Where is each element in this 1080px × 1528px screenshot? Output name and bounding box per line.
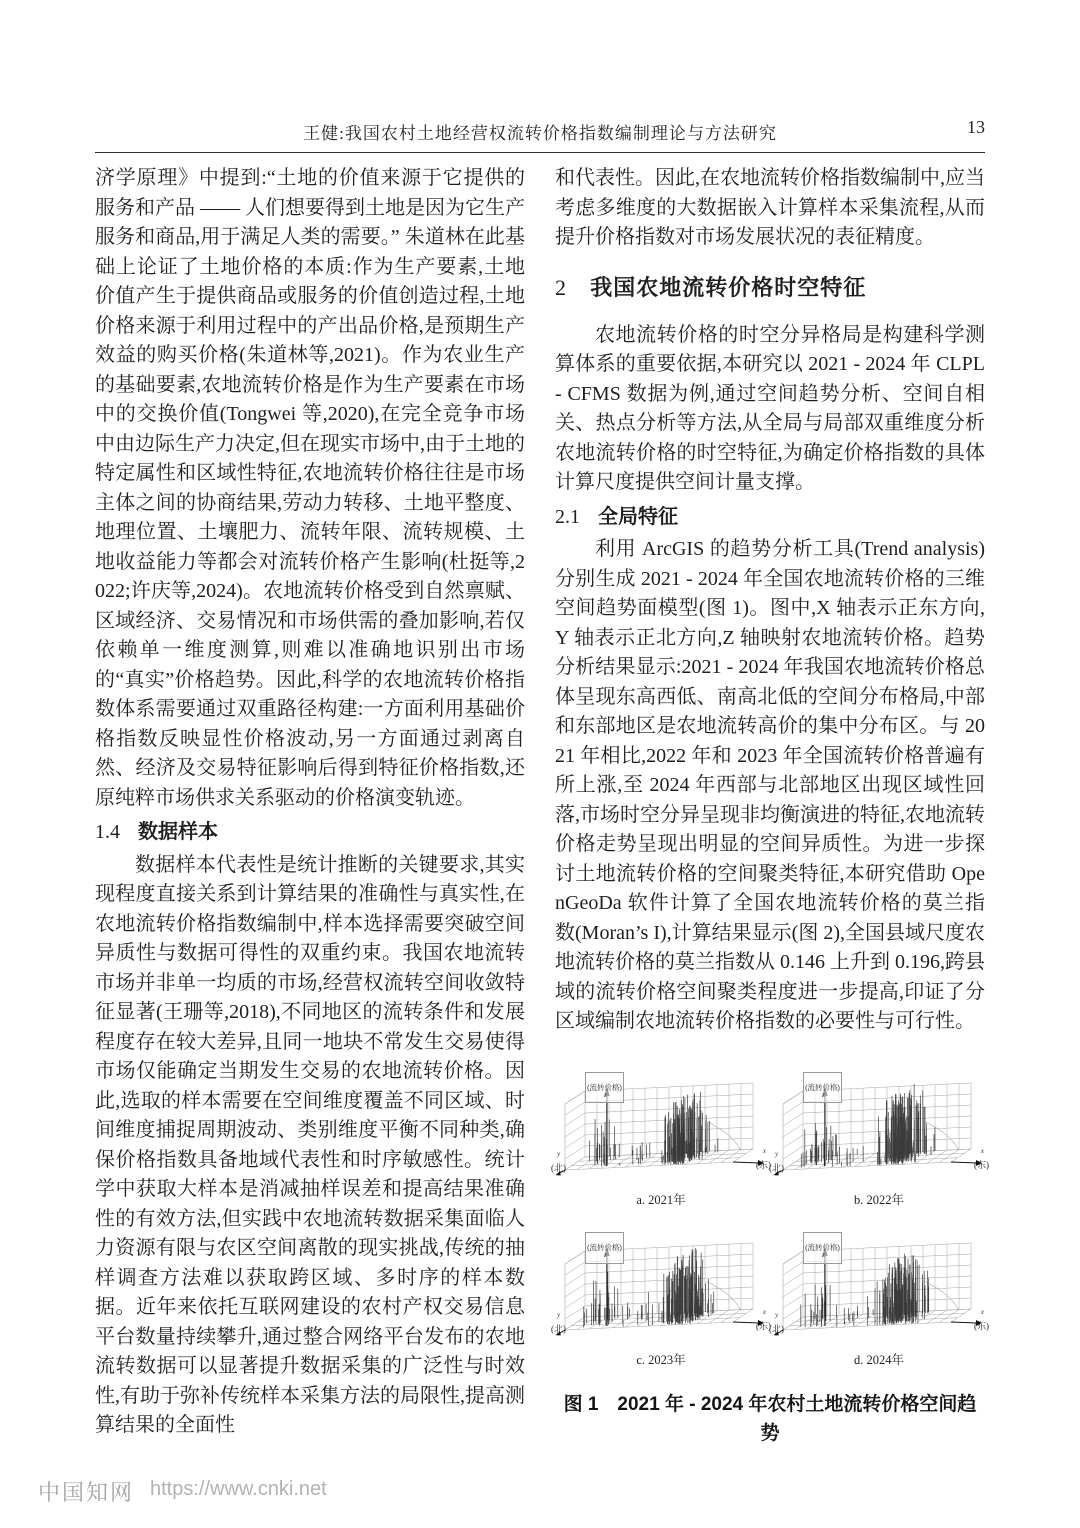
chart-caption: c. 2023年 <box>636 1353 686 1367</box>
y-axis-letter: y <box>557 1150 561 1158</box>
page-number: 13 <box>967 117 985 137</box>
x-axis-label: (东) <box>756 1160 771 1170</box>
trend-chart-2022 <box>769 1071 989 1216</box>
trend-chart-2021 <box>551 1071 771 1216</box>
cnki-watermark-url: https://www.cnki.net <box>150 1478 327 1500</box>
heading-text: 我国农地流转价格时空特征 <box>590 274 867 300</box>
header-rule <box>95 152 985 153</box>
y-axis-label: (北) <box>769 1163 784 1173</box>
left-column <box>95 164 525 1449</box>
x-axis-label: (东) <box>756 1320 771 1331</box>
y-axis-label: (北) <box>551 1163 566 1173</box>
body-paragraph: 数据样本代表性是统计推断的关键要求,其实现程度直接关系到计算结果的准确性与真实性,在农地流转价格指数编制中,样本选择需要突破空间异质性与数据可得性的双重约束。我国农地流转市场并非单一均质的市场,经营权流转空间收敛特征显著(王珊等,2018),不同地区的流转条件和发展程度存在较大差异,且同一地块不常发生交易使得市场仅能确定当期发生交易的农地流转价格。因此,选取的样本需要在空间维度覆盖不同区域、时间维度捕捉周期波动、类别维度平衡不同种类,确保价格指数具备地域代表性和时序敏感性。统计学中获取大样本是消减抽样误差和提高结果准确性的有效方法,但实践中农地流转数据采集面临人力资源有限与农区空间离散的现实挑战,传统的抽样调查方法难以获取跨区域、多时序的样本数据。近年来依托互联网建设的农村产权交易信息平台数量持续攀升,通过整合网络平台发布的农地流转数据可以显著提升数据采集的广泛性与时效性,有助于弥补传统样本采集方法的局限性,提高测算结果的全面性 <box>95 853 525 1436</box>
two-column-body <box>95 164 989 1449</box>
cnki-watermark-text: 中国知网 <box>38 1480 135 1505</box>
body-paragraph: 和代表性。因此,在农地流转价格指数编制中,应当考虑多维度的大数据嵌入计算样本采集流程,从而提升价格指数对市场发展状况的表征精度。 <box>555 167 985 248</box>
x-axis-letter: x <box>980 1307 984 1316</box>
chart-caption: a. 2021年 <box>636 1192 686 1207</box>
y-axis-label: (北) <box>551 1323 566 1334</box>
x-axis-label: (东) <box>974 1320 989 1331</box>
x-axis-label: (东) <box>974 1160 989 1170</box>
heading-text: 数据样本 <box>138 821 218 843</box>
z-axis-label: (流转价格) <box>803 1232 842 1264</box>
heading-2-1 <box>555 503 985 533</box>
z-axis-letter: z <box>822 1251 825 1259</box>
body-paragraph: 利用 ArcGIS 的趋势分析工具(Trend analysis)分别生成 2021 - 2024 年全国农地流转价格的三维空间趋势面模型(图 1)。图中,X 轴表示正东方向,Y 轴表示正北方向,Z 轴映射农地流转价格。趋势分析结果显示:2021 - 2024 年我国农地流转价格总体呈现东高西低、南高北低的空间分布格局,中部和东部地区是农地流转高价的集中分布区。与 2021 年相比,2022 年和 2023 年全国流转价格普遍有所上涨,至 2024 年西部与北部地区出现区域性回落,市场时空分异呈现非均衡演进的特征,农地流转价格走势呈现出明显的空间异质性。为进一步探讨土地流转价格的空间聚类特征,本研究借助 OpenGeoDa 软件计算了全国农地流转价格的莫兰指数(Moran’s I),计算结果显示(图 2),全国县域尺度农地流转价格的莫兰指数从 0.146 上升到 0.196,跨县域的流转价格空间聚类程度进一步提高,印证了分区域编制农地流转价格指数的必要性与可行性。 <box>555 538 985 1032</box>
figure-1 <box>551 1071 989 1449</box>
right-column <box>551 164 989 1449</box>
chart-caption: d. 2024年 <box>853 1353 904 1367</box>
figure-chart-grid <box>551 1071 989 1376</box>
z-axis-label: (流转价格) <box>585 1072 624 1104</box>
heading-number: 2.1 <box>555 505 580 528</box>
trend-plot <box>551 1231 771 1343</box>
y-axis-letter: y <box>557 1310 561 1319</box>
z-axis-label: (流转价格) <box>585 1232 624 1264</box>
z-axis-letter: z <box>822 1090 825 1099</box>
heading-text: 全局特征 <box>598 505 678 528</box>
chart-caption: b. 2022年 <box>853 1192 904 1207</box>
z-axis-letter: z <box>604 1090 607 1099</box>
trend-plot <box>769 1231 989 1343</box>
trend-chart-2023 <box>551 1231 771 1376</box>
heading-number: 1.4 <box>95 821 120 843</box>
body-paragraph: 济学原理》中提到:“土地的价值来源于它提供的服务和产品 —— 人们想要得到土地是因为它生产服务和商品,用于满足人类的需要。” 朱道林在此基础上论证了土地价格的本质:作为生产要素,土地价值产生于提供商品或服务的价值创造过程,土地价格来源于利用过程中的产出品价格,是预期生产效益的购买价格(朱道林等,2021)。作为农业生产的基础要素,农地流转价格是作为生产要素在市场中的交换价值(Tongwei 等,2020),在完全竞争市场中由边际生产力决定,但在现实市场中,由于土地的特定属性和区域性特征,农地流转价格往往是市场主体之间的协商结果,劳动力转移、土地平整度、地理位置、土壤肥力、流转年限、流转规模、土地收益能力等都会对流转价格产生影响(杜挺等,2022;许庆等,2024)。农地流转价格受到自然禀赋、区域经济、交易情况和市场供需的叠加影响,若仅依赖单一维度测算,则难以准确地识别出市场的“真实”价格趋势。因此,科学的农地流转价格指数体系需要通过双重路径构建:一方面利用基础价格指数反映显性价格波动,另一方面通过剥离自然、经济及交易特征影响后得到特征价格指数,还原纯粹市场供求关系驱动的价格演变轨迹。 <box>95 167 525 809</box>
running-title: 王健:我国农村土地经营权流转价格指数编制理论与方法研究 <box>303 124 777 143</box>
body-paragraph: 农地流转价格的时空分异格局是构建科学测算体系的重要依据,本研究以 2021 - 2024 年 CLPL - CFMS 数据为例,通过空间趋势分析、空间自相关、热点分析等方法,从全局与局部双重维度分析农地流转价格的时空特征,为确定价格指数的具体计算尺度提供空间计量支撑。 <box>555 323 985 493</box>
heading-number: 2 <box>555 274 566 300</box>
x-axis-letter: x <box>762 1147 766 1155</box>
y-axis-label: (北) <box>769 1323 784 1334</box>
trend-chart-2024 <box>769 1231 989 1376</box>
x-axis-letter: x <box>762 1307 766 1316</box>
trend-plot <box>769 1071 989 1183</box>
heading-1-4 <box>95 818 525 848</box>
heading-2 <box>555 273 985 303</box>
y-axis-letter: y <box>775 1310 779 1319</box>
figure-caption: 图 1 2021 年 - 2024 年农村土地流转价格空间趋势 <box>563 1393 977 1444</box>
trend-plot <box>551 1071 771 1183</box>
z-axis-label: (流转价格) <box>803 1072 842 1104</box>
y-axis-letter: y <box>775 1150 779 1158</box>
z-axis-letter: z <box>604 1251 607 1259</box>
x-axis-letter: x <box>980 1147 984 1155</box>
